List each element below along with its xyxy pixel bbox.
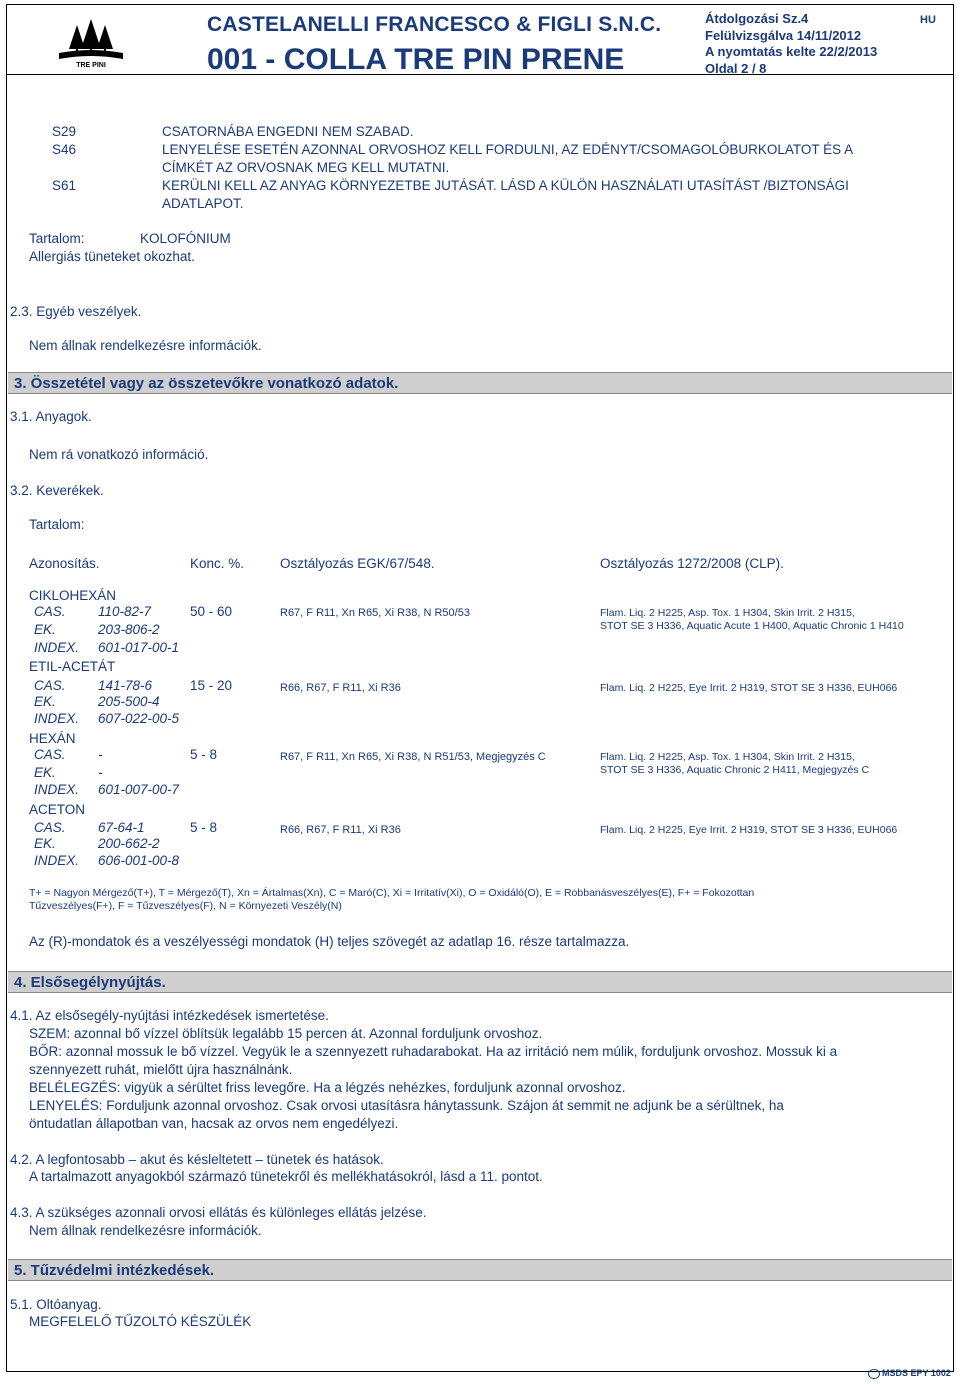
index-number: 601-017-00-1: [98, 640, 180, 655]
index-label: INDEX.: [34, 782, 80, 797]
clp-classification: STOT SE 3 H336, Aquatic Chronic 2 H411, Megjegyzés C: [600, 764, 870, 776]
section-2-3-title: 2.3. Egyéb veszélyek.: [10, 304, 142, 319]
section-5-1-text: MEGFELELŐ TŰZOLTÓ KÉSZÜLÉK: [29, 1314, 252, 1329]
first-aid-line: BŐR: azonnal mossuk le bő vízzel. Vegyük le a szennyezett ruhadarabokat. Ha az irritáció nem múlik, forduljunk orvoshoz. Mossuk ki a: [29, 1044, 838, 1059]
ek-number: 200-662-2: [98, 836, 160, 851]
first-aid-line: BELÉLEGZÉS: vigyük a sérültet friss levegőre. Ha a légzés nehézkes, forduljunk azonnal orvoshoz.: [29, 1080, 626, 1095]
product-name: 001 - COLLA TRE PIN PRENE: [207, 43, 625, 76]
ek-label: EK.: [34, 694, 56, 709]
ek-number: 203-806-2: [98, 622, 160, 637]
cas-number: 141-78-6: [98, 678, 153, 693]
substance-name: ACETON: [29, 802, 86, 817]
page-number: Oldal 2 / 8: [705, 60, 767, 76]
s-phrase-text: ADATLAPOT.: [162, 196, 244, 211]
cas-label: CAS.: [34, 820, 66, 835]
index-label: INDEX.: [34, 640, 80, 655]
hazard-legend: Tűzveszélyes(F+), F = Tűzveszélyes(F), N = Környezeti Veszély(N): [29, 900, 342, 912]
index-label: INDEX.: [34, 711, 80, 726]
index-number: 607-022-00-5: [98, 711, 180, 726]
section-4-title: 4. Elsősegélynyújtás.: [14, 974, 166, 991]
ek-label: EK.: [34, 622, 56, 637]
substance-name: CIKLOHEXÁN: [29, 588, 117, 603]
section-4-2-text: A tartalmazott anyagokból származó tünetekről és mellékhatásokról, lásd a 11. pontot.: [29, 1169, 543, 1184]
clp-classification: STOT SE 3 H336, Aquatic Acute 1 H400, Aquatic Chronic 1 H410: [600, 620, 904, 632]
section-3-title: 3. Összetétel vagy az összetevőkre vonatkozó adatok.: [14, 375, 399, 392]
logo-text: TRE PINI: [76, 62, 106, 69]
cas-label: CAS.: [34, 678, 66, 693]
index-label: INDEX.: [34, 853, 80, 868]
egk-classification: R66, R67, F R11, Xi R36: [280, 682, 401, 694]
clp-classification: Flam. Liq. 2 H225, Asp. Tox. 1 H304, Skin Irrit. 2 H315,: [600, 751, 855, 763]
r-phrases-note: Az (R)-mondatok és a veszélyességi mondatok (H) teljes szövegét az adatlap 16. része tartalmazza.: [29, 934, 630, 949]
section-3-header: [8, 372, 952, 394]
concentration: 5 - 8: [190, 820, 218, 835]
footer-code: [868, 1368, 951, 1379]
section-2-3-text: Nem állnak rendelkezésre információk.: [29, 338, 262, 353]
column-header-egk: Osztályozás EGK/67/548.: [280, 556, 435, 571]
s-phrase-code-2: S46: [52, 142, 77, 157]
s-phrase-text: LENYELÉSE ESETÉN AZONNAL ORVOSHOZ KELL FORDULNI, AZ EDÉNYT/CSOMAGOLÓBURKOLATOT ÉS A: [162, 142, 854, 157]
first-aid-line: SZEM: azonnal bő vízzel öblítsük legalább 15 percen át. Azonnal forduljunk orvoshoz.: [29, 1026, 543, 1041]
mixture-contains-label: Tartalom:: [29, 517, 85, 532]
section-4-1-title: 4.1. Az elsősegély-nyújtási intézkedések ismertetése.: [10, 1008, 329, 1023]
cas-label: CAS.: [34, 604, 66, 619]
concentration: 5 - 8: [190, 747, 218, 762]
language-code: HU: [920, 14, 936, 26]
ek-label: EK.: [34, 765, 56, 780]
column-header-id: Azonosítás.: [29, 556, 100, 571]
section-3-1-text: Nem rá vonatkozó információ.: [29, 447, 209, 462]
section-5-1-title: 5.1. Oltóanyag.: [10, 1297, 102, 1312]
cas-number: 110-82-7: [98, 604, 152, 619]
egk-classification: R67, F R11, Xn R65, Xi R38, N R51/53, Megjegyzés C: [280, 751, 546, 763]
msds-logo-icon: [868, 1369, 880, 1379]
ek-label: EK.: [34, 836, 56, 851]
s-phrase-text: CSATORNÁBA ENGEDNI NEM SZABAD.: [162, 124, 414, 139]
column-header-conc: Konc. %.: [190, 556, 245, 571]
section-4-3-title: 4.3. A szükséges azonnali orvosi ellátás és különleges ellátás jelzése.: [10, 1205, 427, 1220]
clp-classification: Flam. Liq. 2 H225, Asp. Tox. 1 H304, Skin Irrit. 2 H315,: [600, 607, 855, 619]
clp-classification: Flam. Liq. 2 H225, Eye Irrit. 2 H319, STOT SE 3 H336, EUH066: [600, 824, 898, 836]
first-aid-line: LENYELÉS: Forduljunk azonnal orvoshoz. Csak orvosi utasításra hánytassunk. Szájon át semmit ne adjunk be a sérültnek, ha: [29, 1098, 784, 1113]
ek-number: -: [98, 765, 103, 780]
section-3-2-title: 3.2. Keverékek.: [10, 483, 104, 498]
egk-classification: R66, R67, F R11, Xi R36: [280, 824, 401, 836]
substance-name: HEXÁN: [29, 731, 76, 746]
substance-name: ETIL-ACETÁT: [29, 659, 116, 674]
footer-text: MSDS EPY 1002: [882, 1368, 951, 1378]
first-aid-line: szennyezett ruhát, mielőtt újra használnánk.: [29, 1062, 293, 1077]
cas-number: -: [98, 747, 103, 762]
section-4-3-text: Nem állnak rendelkezésre információk.: [29, 1223, 262, 1238]
allergy-note: Allergiás tüneteket okozhat.: [29, 249, 195, 264]
revision-number: Átdolgozási Sz.4: [705, 11, 809, 26]
concentration: 15 - 20: [190, 678, 233, 693]
index-number: 601-007-00-7: [98, 782, 180, 797]
section-5-title: 5. Tűzvédelmi intézkedések.: [14, 1262, 215, 1279]
contains-label: Tartalom:: [29, 231, 85, 246]
cas-number: 67-64-1: [98, 820, 145, 835]
page-header: [6, 4, 954, 74]
egk-classification: R67, F R11, Xn R65, Xi R38, N R50/53: [280, 607, 470, 619]
review-date: Felülvizsgálva 14/11/2012: [705, 27, 862, 43]
hazard-legend: T+ = Nagyon Mérgező(T+), T = Mérgező(T), Xn = Ártalmas(Xn), C = Maró(C), Xi = Irritatív(Xi), O = Oxidáló(O), E = Robbanásveszélyes(E), F+ = Fokozottan: [29, 887, 755, 899]
index-number: 606-001-00-8: [98, 853, 180, 868]
section-4-header: [8, 971, 952, 993]
tre-pini-logo-icon: [57, 17, 125, 69]
s-phrase-code-1: S29: [52, 124, 77, 139]
first-aid-line: öntudatlan állapotban van, hacsak az orvos nem engedélyezi.: [29, 1116, 399, 1131]
print-date: A nyomtatás kelte 22/2/2013: [705, 44, 878, 59]
company-name: CASTELANELLI FRANCESCO & FIGLI S.N.C.: [207, 13, 662, 36]
section-5-header: [8, 1259, 952, 1281]
section-4-2-title: 4.2. A legfontosabb – akut és késleltetett – tünetek és hatások.: [10, 1152, 384, 1167]
concentration: 50 - 60: [190, 604, 233, 619]
cas-label: CAS.: [34, 747, 66, 762]
contains-value: KOLOFÓNIUM: [140, 231, 231, 246]
document-meta: [705, 11, 877, 77]
ek-number: 205-500-4: [98, 694, 160, 709]
column-header-clp: Osztályozás 1272/2008 (CLP).: [600, 556, 784, 571]
s-phrase-code-3: S61: [52, 178, 77, 193]
section-3-1-title: 3.1. Anyagok.: [10, 409, 92, 424]
s-phrase-text: KERÜLNI KELL AZ ANYAG KÖRNYEZETBE JUTÁSÁT. LÁSD A KÜLÖN HASZNÁLATI UTASÍTÁST /BIZTONSÁGI: [162, 178, 849, 193]
clp-classification: Flam. Liq. 2 H225, Eye Irrit. 2 H319, STOT SE 3 H336, EUH066: [600, 682, 898, 694]
s-phrase-text: CÍMKÉT AZ ORVOSNAK MEG KELL MUTATNI.: [162, 160, 450, 175]
